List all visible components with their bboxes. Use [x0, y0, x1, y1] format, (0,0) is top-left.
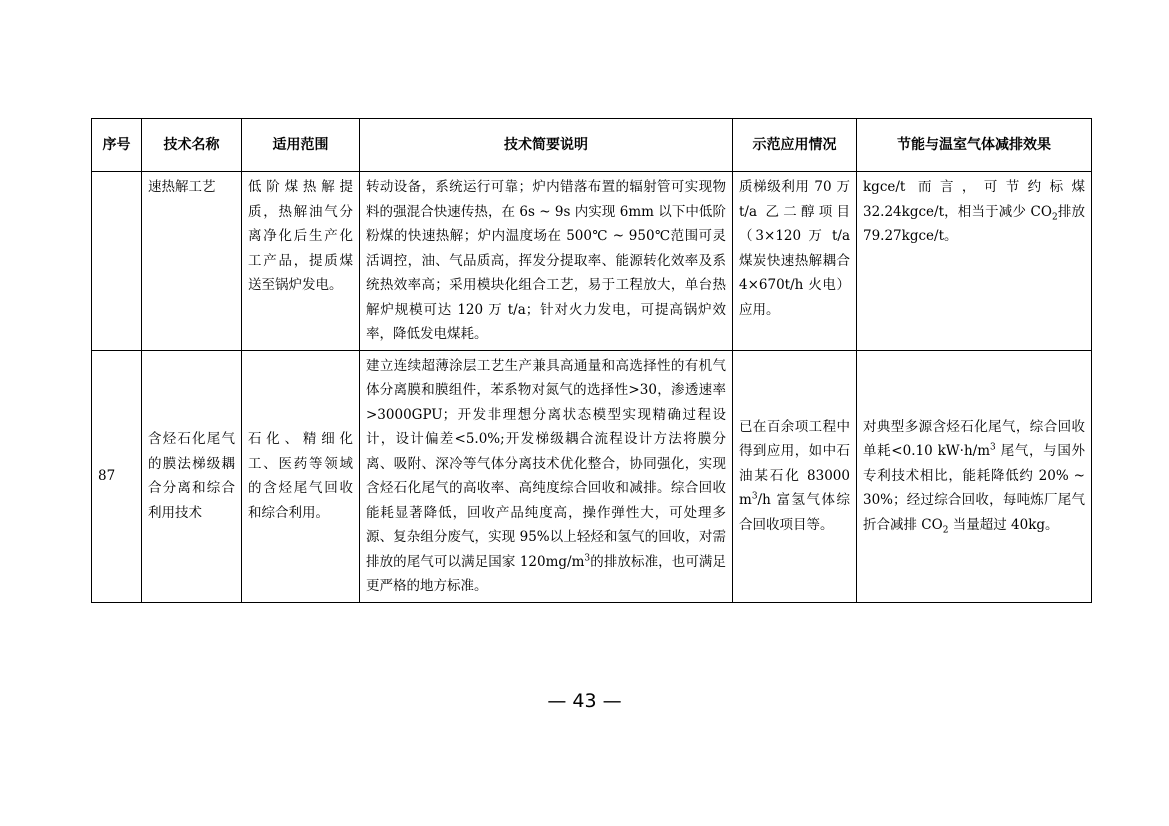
demo-text: 已在百余项工程中得到应用，如中石油某石化 83000 m — [739, 418, 850, 509]
cell-effect — [857, 172, 1092, 351]
cell-index: 87 — [92, 350, 142, 602]
table-header-row — [92, 119, 1092, 172]
effect-text: 排放 79.27kgce/t。 — [863, 203, 1086, 244]
header-effect: 节能与温室气体减排效果 — [857, 119, 1092, 172]
description-text: 建立连续超薄涂层工艺生产兼具高通量和高选择性的有机气体分离膜和膜组件，苯系物对氮气的选择性>30，渗透速率>3000GPU；开发非理想分离状态模型实现精确过程设计，设计偏差<5.0%;开发梯级耦合流程设计方法将膜分离、吸附、深冷等气体分离技术优化整合，协同强化，实现含烃石化尾气的高收率、高纯度综合回收和减排。综合回收能耗显著降低，回收产品纯度高，操作弹性大，可处理多源、复杂组分废气，实现 95%以上轻烃和氢气的回收，对需排放的尾气可以满足国家 120mg/m — [366, 357, 726, 570]
effect-text: 对典型多源含烃石化尾气，综合回收单耗<0.10 kW·h/m — [863, 418, 1085, 460]
subscript: 2 — [942, 525, 949, 536]
cell-index — [92, 172, 142, 351]
demo-text: /h 富氢气体综合回收项目等。 — [739, 492, 850, 533]
header-demo: 示范应用情况 — [733, 119, 857, 172]
cell-tech-name: 含烃石化尾气的膜法梯级耦合分离和综合利用技术 — [142, 350, 242, 602]
cell-scope: 低阶煤热解提质，热解油气分离净化后生产化工产品，提质煤送至锅炉发电。 — [242, 172, 360, 351]
table-row — [92, 350, 1092, 602]
cell-effect — [857, 350, 1092, 602]
cell-demo — [733, 350, 857, 602]
header-scope: 适用范围 — [242, 119, 360, 172]
subscript: 2 — [1051, 212, 1058, 223]
header-index: 序号 — [92, 119, 142, 172]
cell-description: 转动设备，系统运行可靠；炉内错落布置的辐射管可实现物料的强混合快速传热，在 6s ~ 9s 内实现 6mm 以下中低阶粉煤的快速热解；炉内温度场在 500℃ ~ 950℃范围可灵活调控，油、气品质高，挥发分提取率、能源转化效率及系统热效率高；采用模块化组合工艺，易于工程放大，单台热解炉规模可达 120 万 t/a；针对火力发电，可提高锅炉效率，降低发电煤耗。 — [360, 172, 733, 351]
effect-text: 当量超过 40kg。 — [948, 516, 1059, 533]
superscript: 3 — [751, 491, 758, 502]
page-number: — 43 — — [547, 690, 622, 712]
cell-description — [360, 350, 733, 602]
superscript: 3 — [584, 553, 591, 563]
header-description: 技术简要说明 — [360, 119, 733, 172]
header-tech-name: 技术名称 — [142, 119, 242, 172]
effect-text: kgce/t 而言，可节约标煤 32.24kgce/t，相当于减少 CO — [863, 179, 1085, 220]
cell-scope: 石化、精细化工、医药等领域的含烃尾气回收和综合利用。 — [242, 350, 360, 602]
description-text: 的排放标准，也可满足更严格的地方标准。 — [366, 553, 727, 594]
table-row — [92, 172, 1092, 351]
technology-table — [91, 118, 1092, 603]
cell-demo: 质梯级利用 70 万 t/a 乙二醇项目（3×120 万 t/a 煤炭快速热解耦合 4×670t/h 火电）应用。 — [733, 172, 857, 351]
cell-tech-name: 速热解工艺 — [142, 172, 242, 351]
effect-text: 尾气，与国外专利技术相比，能耗降低约 20% ~ 30%；经过综合回收，每吨炼厂尾气折合减排 CO — [863, 443, 1085, 533]
superscript: 3 — [990, 442, 996, 453]
